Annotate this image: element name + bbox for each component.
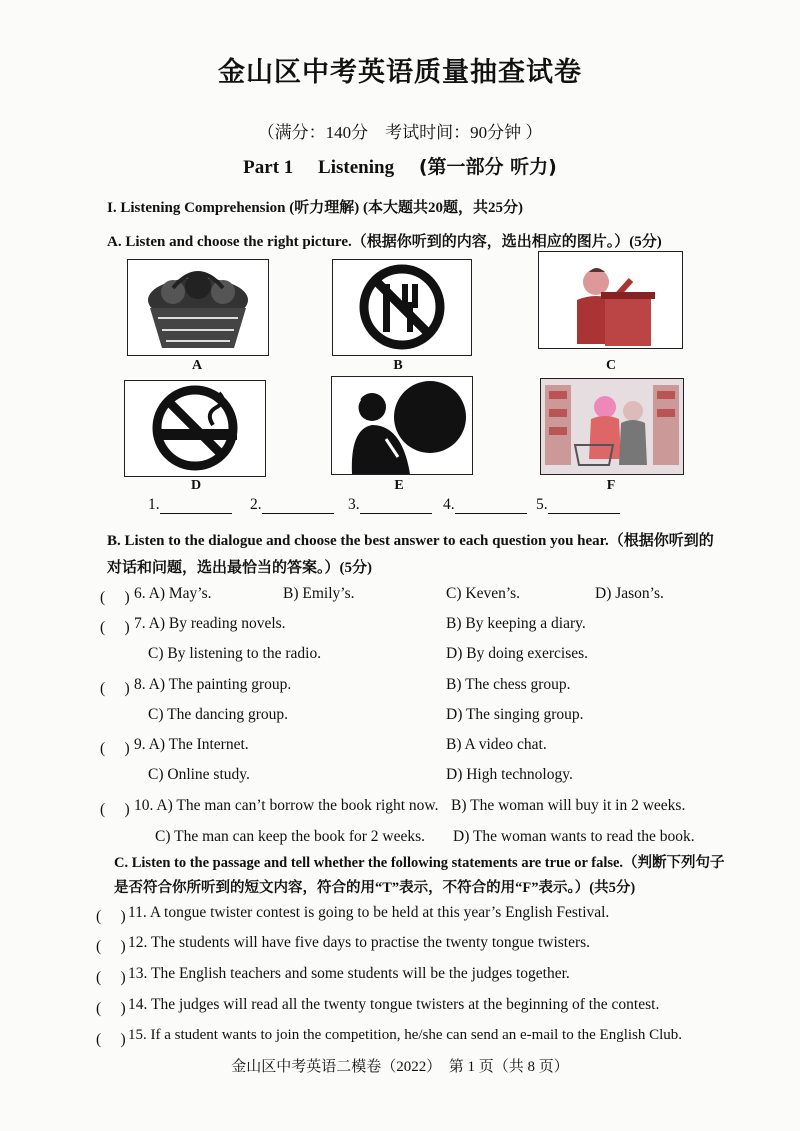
answer-paren-9[interactable]: ( ) <box>100 740 130 757</box>
q8-option-c: C) The dancing group. <box>148 706 289 723</box>
picture-label-f: F <box>606 478 616 493</box>
picture-c-speaker-icon <box>538 251 683 349</box>
q7-option-d: D) By doing exercises. <box>446 645 589 662</box>
picture-label-a: A <box>191 358 203 373</box>
answer-paren-10[interactable]: ( ) <box>100 801 130 818</box>
picture-a-fruit-basket-icon <box>127 259 269 356</box>
q7-option-c: C) By listening to the radio. <box>148 645 322 662</box>
picture-label-c: C <box>605 358 617 373</box>
answer-paren-13[interactable]: ( ) <box>96 969 126 986</box>
answer-blank-5[interactable]: 5. <box>536 496 620 514</box>
q9-option-b: B) A video chat. <box>446 736 547 753</box>
page-footer: 金山区中考英语二模卷（2022） 第 1 页（共 8 页） <box>231 1059 569 1075</box>
answer-paren-11[interactable]: ( ) <box>96 908 126 925</box>
answer-paren-12[interactable]: ( ) <box>96 938 126 955</box>
answer-paren-14[interactable]: ( ) <box>96 1000 126 1017</box>
q8-option-b: B) The chess group. <box>446 676 571 693</box>
q7-option-b: B) By keeping a diary. <box>446 615 586 632</box>
section-b-heading-line1: B. Listen to the dialogue and choose the best answer to each question you hear.（根据你听到的 <box>107 533 714 549</box>
q9-option-a: 9. A) The Internet. <box>134 736 249 753</box>
q10-option-b: B) The woman will buy it in 2 weeks. <box>451 797 686 814</box>
section-b-heading-line2: 对话和问题，选出最恰当的答案。）(5分) <box>107 560 372 576</box>
picture-d-no-smoking-icon <box>124 380 266 477</box>
answer-paren-6[interactable]: ( ) <box>100 589 130 606</box>
answer-blank-4[interactable]: 4. <box>443 496 527 514</box>
q10-option-a: 10. A) The man can’t borrow the book right now. <box>134 797 439 814</box>
page-title: 金山区中考英语质量抽查试卷 <box>218 57 582 88</box>
part-heading <box>0 152 800 179</box>
q9-option-c: C) Online study. <box>148 766 250 783</box>
section-c-heading-line2: 是否符合你所听到的短文内容，符合的用“T”表示，不符合的用“F”表示。）(共5分) <box>114 880 636 896</box>
section-a-heading: A. Listen and choose the right picture.（根据你听到的内容，选出相应的图片。）(5分) <box>107 234 662 250</box>
picture-label-d: D <box>190 478 202 493</box>
picture-label-e: E <box>394 478 404 493</box>
answer-blank-1[interactable]: 1. <box>148 496 232 514</box>
picture-b-no-eating-icon <box>332 259 472 356</box>
statement-14: 14. The judges will read all the twenty tongue twisters at the beginning of the contest. <box>128 996 660 1013</box>
picture-e-phone-call-icon <box>331 376 473 475</box>
section-1-heading: I. Listening Comprehension (听力理解) (本大题共20题，共25分) <box>107 200 523 216</box>
statement-12: 12. The students will have five days to practise the twenty tongue twisters. <box>128 934 591 951</box>
answer-paren-15[interactable]: ( ) <box>96 1031 126 1048</box>
part-chinese: (第一部分 听力) <box>418 156 557 178</box>
answer-blank-3[interactable]: 3. <box>348 496 432 514</box>
picture-label-b: B <box>393 358 403 373</box>
q8-option-d: D) The singing group. <box>446 706 584 723</box>
exam-info: （满分：140分 考试时间：90分钟 ） <box>257 123 543 142</box>
section-c-heading-line1: C. Listen to the passage and tell whether the following statements are true or false.（判断下列句子 <box>114 855 725 871</box>
statement-15: 15. If a student wants to join the competition, he/she can send an e-mail to the English Club. <box>128 1027 683 1043</box>
answer-paren-7[interactable]: ( ) <box>100 619 130 636</box>
q10-option-c: C) The man can keep the book for 2 weeks. <box>155 828 426 845</box>
q8-option-a: 8. A) The painting group. <box>134 676 292 693</box>
q10-option-d: D) The woman wants to read the book. <box>453 828 695 845</box>
q6-option-d: D) Jason’s. <box>595 585 664 602</box>
answer-paren-8[interactable]: ( ) <box>100 680 130 697</box>
picture-f-shopping-icon <box>540 378 684 475</box>
q6-option-c: C) Keven’s. <box>446 585 521 602</box>
part-number: Part 1 <box>243 157 294 178</box>
answer-blank-2[interactable]: 2. <box>250 496 334 514</box>
q6-option-b: B) Emily’s. <box>283 585 355 602</box>
statement-13: 13. The English teachers and some students will be the judges together. <box>128 965 570 982</box>
q6-option-a: 6. A) May’s. <box>134 585 212 602</box>
q7-option-a: 7. A) By reading novels. <box>134 615 286 632</box>
part-name: Listening <box>318 157 395 178</box>
q9-option-d: D) High technology. <box>446 766 573 783</box>
statement-11: 11. A tongue twister contest is going to be held at this year’s English Festival. <box>128 904 610 921</box>
